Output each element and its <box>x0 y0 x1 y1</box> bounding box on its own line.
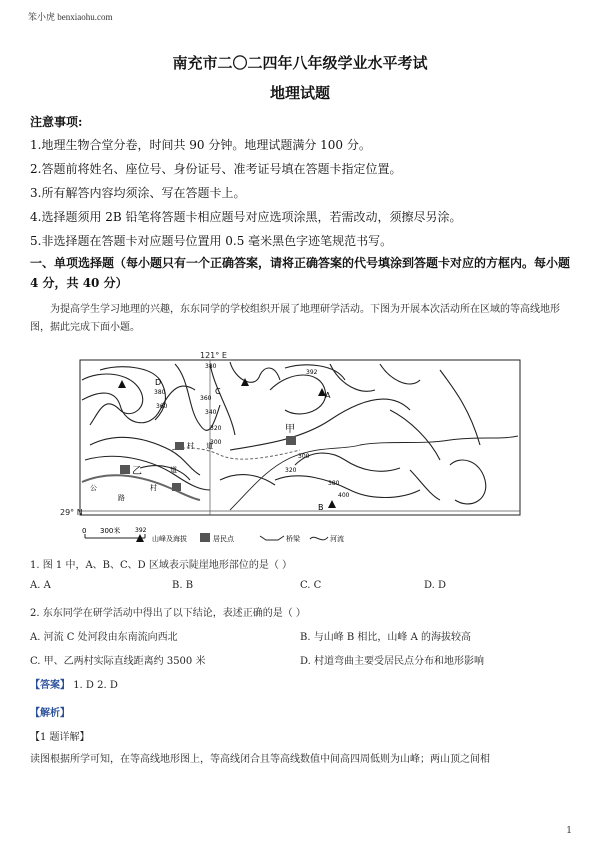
question-1-stem: 1. 图 1 中，A、B、C、D 区域表示陡崖地形部位的是（ ） <box>30 560 293 571</box>
contour-label: 380 <box>328 480 340 487</box>
longitude-label: 121° E <box>200 351 227 360</box>
contour-label: 380 <box>205 363 217 370</box>
page-number: 1 <box>566 826 572 836</box>
note-item: 2.答题前将姓名、座位号、身份证号、准考证号填在答题卡指定位置。 <box>30 162 402 176</box>
point-label-a: A <box>325 391 331 400</box>
contour-label: 360 <box>156 403 168 410</box>
q2-option-c: C. 甲、乙两村实际直线距离约 3500 米 <box>30 656 206 667</box>
page-title: 南充市二〇二四年八年级学业水平考试 <box>172 54 428 72</box>
note-item: 3.所有解答内容均须涂、写在答题卡上。 <box>30 186 246 200</box>
highway-label: 路 <box>118 494 125 502</box>
analysis-label: 【解析】 <box>30 708 70 719</box>
detail-text: 读图根据所学可知，在等高线地形图上，等高线闭合且等高线数值中间高四周低则为山峰；两山顶之间相 <box>30 754 490 765</box>
map-frame <box>80 360 520 515</box>
latitude-label: 29° N <box>60 508 83 517</box>
legend-peak-value: 392 <box>135 527 147 534</box>
section-heading: 一、单项选择题（每小题只有一个正确答案，请将正确答案的代号填涂到答题卡对应的方框内。每小题 4 分，共 40 分） <box>30 256 571 290</box>
contour-label: 392 <box>306 369 318 376</box>
page-subtitle: 地理试题 <box>269 84 330 102</box>
highway-label: 公 <box>90 484 97 492</box>
note-item: 4.选择题须用 2B 铅笔将答题卡相应题号对应选项涂黑，若需改动，须擦尽另涂。 <box>30 210 462 224</box>
contour-map <box>60 350 550 545</box>
legend-bridge-text: 桥梁 <box>286 535 300 543</box>
settlement-icon <box>175 442 184 450</box>
q2-option-a: A. 河流 C 处河段由东南流向西北 <box>30 632 178 643</box>
point-label-c: C <box>215 387 221 396</box>
q1-option-a: A. A <box>30 580 51 591</box>
answer-line <box>30 676 118 691</box>
scale-end: 300米 <box>100 527 121 535</box>
contour-label: 300 <box>298 453 310 460</box>
contour-label: 340 <box>205 409 217 416</box>
detail-label: 【1 题详解】 <box>30 732 90 743</box>
answer-label: 【答案】 <box>30 680 70 691</box>
q2-option-b: B. 与山峰 B 相比，山峰 A 的海拔较高 <box>300 632 471 643</box>
settlement-icon <box>172 483 181 491</box>
legend-river-icon <box>310 537 328 540</box>
legend-river-text: 河流 <box>330 535 344 543</box>
intro-paragraph: 为提高学生学习地理的兴趣，东东同学的学校组织开展了地理研学活动。下图为开展本次活动所在区域的等高线地形图，据此完成下面小题。 <box>30 304 560 333</box>
village-label: 村 <box>150 484 157 492</box>
q2-option-d: D. 村道弯曲主要受居民点分布和地形影响 <box>300 656 485 667</box>
contour-label: 320 <box>210 425 222 432</box>
watermark: 笨小虎 benxiaohu.com <box>28 12 113 22</box>
place-label-jia: 甲 <box>285 424 295 435</box>
contour-label: 380 <box>154 389 166 396</box>
q1-option-b: B. B <box>172 580 194 591</box>
legend-bridge-icon <box>260 536 284 540</box>
village-label: 村 <box>187 442 194 450</box>
q1-option-d: D. D <box>424 580 447 591</box>
note-item: 5.非选择题在答题卡对应题号位置用 0.5 毫米黑色字迹笔规范书写。 <box>30 234 393 248</box>
legend-peak-text: 山峰及海拔 <box>152 535 187 543</box>
road-label: 道 <box>170 466 177 474</box>
contour-label: 320 <box>285 467 297 474</box>
place-label-yi: 乙 <box>132 466 142 477</box>
question-2-stem: 2. 东东同学在研学活动中得出了以下结论，表述正确的是（ ） <box>30 608 306 619</box>
q1-option-c: C. C <box>300 580 322 591</box>
notes-heading: 注意事项: <box>30 115 83 129</box>
contour-label: 360 <box>200 395 212 402</box>
point-label-d: D <box>155 378 162 387</box>
contour-label: 400 <box>338 492 350 499</box>
answer-text: 1. D 2. D <box>73 680 118 691</box>
scale-start: 0 <box>82 527 87 535</box>
settlement-icon <box>120 465 130 474</box>
road-label: 道 <box>206 442 213 450</box>
legend-settlement-icon <box>200 533 210 542</box>
point-label-b: B <box>318 503 324 512</box>
settlement-icon <box>286 436 296 445</box>
contour-label: 300 <box>210 439 222 446</box>
note-item: 1.地理生物合堂分卷，时间共 90 分钟。地理试题满分 100 分。 <box>30 138 371 152</box>
legend-settlement-text: 居民点 <box>213 535 234 543</box>
